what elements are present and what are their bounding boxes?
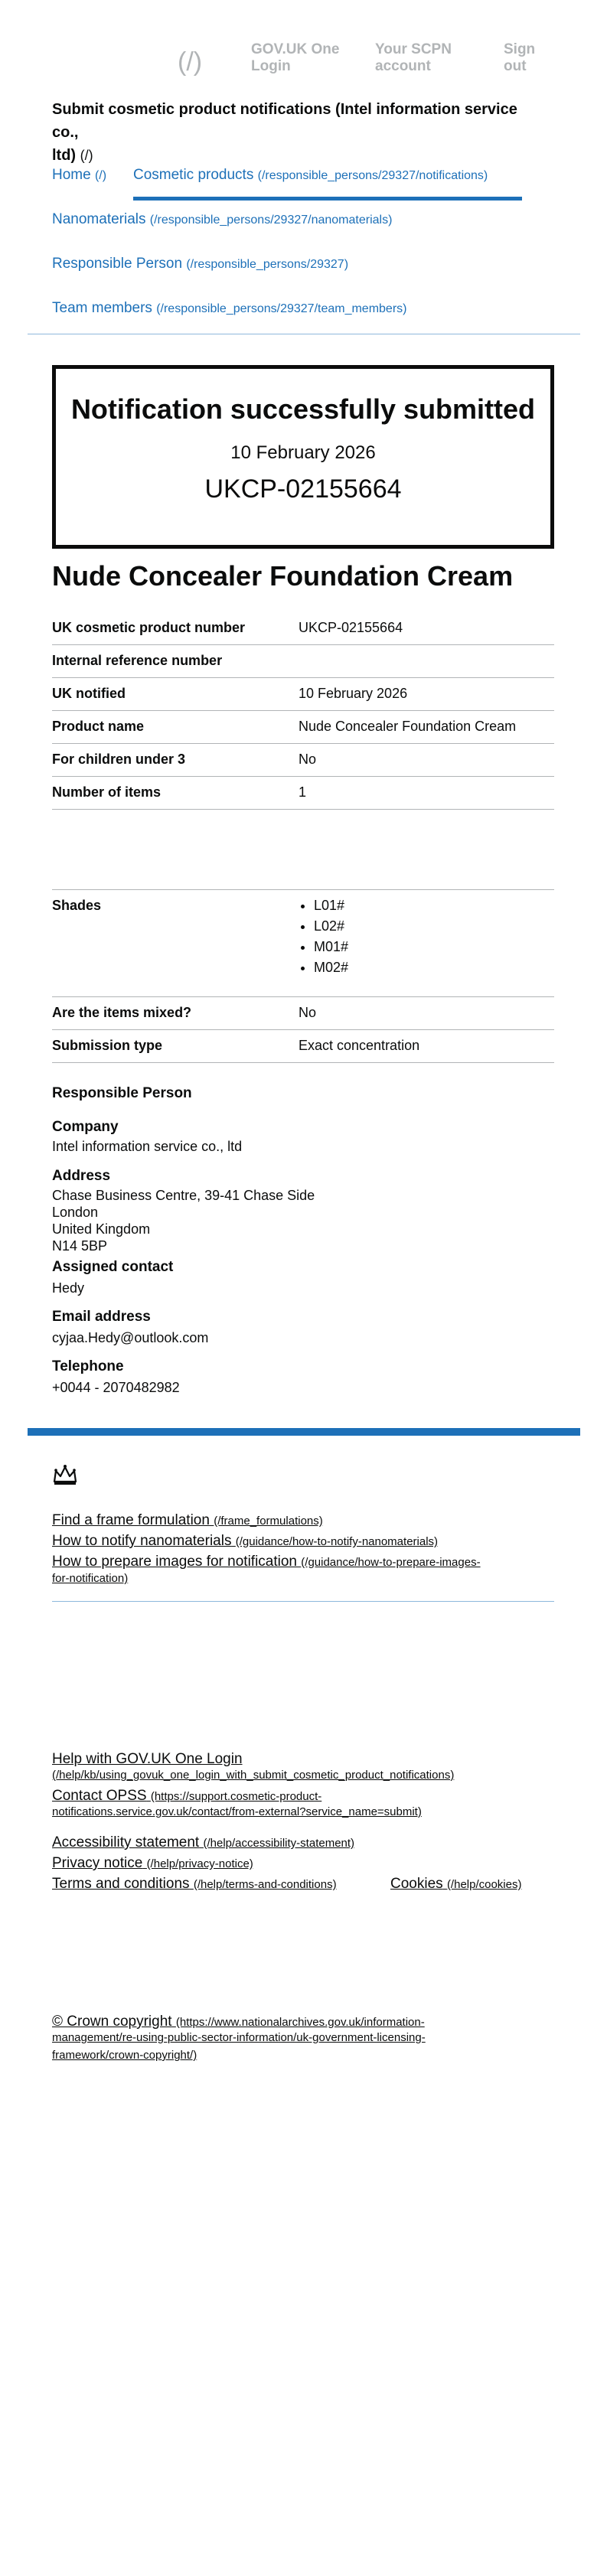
row-divider bbox=[52, 644, 554, 645]
footer-cookies-hint: (/help/cookies) bbox=[446, 1878, 522, 1891]
address-label: Address bbox=[52, 1168, 111, 1184]
row-divider bbox=[52, 889, 554, 890]
footer-link-terms[interactable] bbox=[52, 1876, 337, 1893]
row-key-items-mixed: Are the items mixed? bbox=[52, 1005, 192, 1020]
footer-privacy-hint: (/help/privacy-notice) bbox=[146, 1857, 253, 1870]
row-value-ukcp: UKCP-02155664 bbox=[299, 620, 403, 635]
footer-nano-hint: (/guidance/how-to-notify-nanomaterials) bbox=[235, 1535, 439, 1548]
shade-item: • L02# bbox=[314, 916, 348, 937]
gov-one-login-line2: Login bbox=[251, 58, 291, 74]
nav-item-team-members[interactable] bbox=[52, 300, 406, 317]
row-key-children: For children under 3 bbox=[52, 752, 186, 767]
service-name-line1: Submit cosmetic product notifications (Intel information service co., bbox=[52, 101, 517, 141]
nav-products-hint: (/responsible_persons/29327/notifications) bbox=[257, 169, 488, 182]
sign-out-line2: out bbox=[504, 58, 527, 74]
footer-link-cookies[interactable] bbox=[390, 1876, 521, 1893]
row-divider bbox=[52, 1062, 554, 1063]
row-divider bbox=[52, 809, 554, 810]
service-name-line2: ltd) bbox=[52, 147, 77, 164]
nav-item-home[interactable] bbox=[52, 167, 106, 184]
shade-item: • M01# bbox=[314, 937, 348, 957]
footer-link-contact-opss[interactable] bbox=[52, 1788, 321, 1805]
footer-link-prepare-images[interactable] bbox=[52, 1554, 481, 1570]
address-line: London bbox=[52, 1205, 99, 1220]
nav-active-indicator bbox=[133, 197, 522, 201]
nav-home-hint: (/) bbox=[94, 169, 107, 182]
footer-link-frame-formulation[interactable] bbox=[52, 1512, 323, 1529]
email-label: Email address bbox=[52, 1309, 151, 1325]
footer-help-hint[interactable]: (/help/kb/using_govuk_one_login_with_submit_cosmetic_product_notifications) bbox=[52, 1769, 455, 1782]
footer-access-hint: (/help/accessibility-statement) bbox=[203, 1837, 355, 1850]
sign-out-line1: Sign bbox=[504, 41, 536, 57]
row-key-shades: Shades bbox=[52, 898, 102, 913]
footer-divider bbox=[52, 1601, 554, 1602]
assigned-contact-value: Hedy bbox=[52, 1280, 85, 1296]
nav-item-cosmetic-products[interactable] bbox=[133, 167, 488, 184]
nav-team-label: Team members bbox=[52, 300, 152, 316]
scpn-account-line2: account bbox=[375, 58, 431, 74]
footer-images-hint-continued[interactable]: for-notification) bbox=[52, 1572, 129, 1585]
footer-terms-hint: (/help/terms-and-conditions) bbox=[193, 1878, 337, 1891]
row-value-submission-type: Exact concentration bbox=[299, 1038, 420, 1053]
address-line: United Kingdom bbox=[52, 1221, 151, 1237]
nav-item-nanomaterials[interactable] bbox=[52, 211, 392, 228]
address-value bbox=[52, 1187, 315, 1254]
sign-out-link[interactable] bbox=[504, 41, 535, 75]
shade-item: • L01# bbox=[314, 895, 348, 916]
footer-top-border bbox=[28, 1428, 580, 1436]
row-value-children: No bbox=[299, 752, 317, 767]
shades-list bbox=[299, 895, 348, 978]
footer-frame-hint: (/frame_formulations) bbox=[214, 1515, 323, 1528]
telephone-label: Telephone bbox=[52, 1358, 124, 1374]
gov-one-login-link[interactable] bbox=[251, 41, 339, 75]
footer-images-label: How to prepare images for notification bbox=[52, 1554, 297, 1570]
row-value-product-name: Nude Concealer Foundation Cream bbox=[299, 719, 517, 734]
footer-opss-hint: (https://support.cosmetic-product- bbox=[150, 1790, 322, 1803]
footer-access-label: Accessibility statement bbox=[52, 1834, 200, 1850]
nav-home-label: Home bbox=[52, 167, 91, 183]
row-key-ukcp: UK cosmetic product number bbox=[52, 620, 246, 635]
nav-nano-hint: (/responsible_persons/29327/nanomaterials) bbox=[149, 214, 393, 227]
footer-opss-hint-continued[interactable]: notifications.service.gov.uk/contact/from-external?service_name=submit) bbox=[52, 1805, 422, 1818]
footer-nano-label: How to notify nanomaterials bbox=[52, 1533, 232, 1549]
row-key-internal-ref: Internal reference number bbox=[52, 653, 223, 668]
responsible-person-heading: Responsible Person bbox=[52, 1085, 192, 1101]
footer-privacy-label: Privacy notice bbox=[52, 1855, 143, 1871]
row-key-uk-notified: UK notified bbox=[52, 686, 126, 701]
scpn-account-link[interactable] bbox=[375, 41, 452, 75]
footer-crown-hint-continued[interactable]: management/re-using-public-sector-information/uk-government-licensing- bbox=[52, 2031, 426, 2044]
panel-date: 10 February 2026 bbox=[230, 442, 376, 463]
footer-crown-label: © Crown copyright bbox=[52, 2014, 172, 2030]
footer-link-help-one-login[interactable] bbox=[52, 1751, 243, 1768]
assigned-contact-label: Assigned contact bbox=[52, 1259, 174, 1275]
row-divider bbox=[52, 1029, 554, 1030]
footer-crown-hint-continued[interactable]: framework/crown-copyright/) bbox=[52, 2049, 197, 2062]
footer-cookies-label: Cookies bbox=[390, 1876, 443, 1892]
footer-crown-hint: (https://www.nationalarchives.gov.uk/information- bbox=[175, 2016, 425, 2029]
service-name-hint: (/) bbox=[80, 148, 93, 163]
nav-nano-label: Nanomaterials bbox=[52, 211, 146, 227]
panel-reference: UKCP-02155664 bbox=[204, 474, 402, 504]
row-divider bbox=[52, 677, 554, 678]
nav-item-responsible-person[interactable] bbox=[52, 256, 348, 272]
product-heading: Nude Concealer Foundation Cream bbox=[52, 560, 514, 592]
row-divider bbox=[52, 996, 554, 997]
row-key-number-of-items: Number of items bbox=[52, 784, 162, 800]
footer-opss-label: Contact OPSS bbox=[52, 1788, 147, 1804]
row-value-items-mixed: No bbox=[299, 1005, 317, 1020]
crown-icon bbox=[52, 1463, 78, 1490]
footer-images-hint: (/guidance/how-to-prepare-images- bbox=[301, 1556, 481, 1569]
nav-rp-hint: (/responsible_persons/29327) bbox=[186, 258, 349, 271]
nav-rp-label: Responsible Person bbox=[52, 256, 183, 272]
row-key-submission-type: Submission type bbox=[52, 1038, 163, 1053]
company-label: Company bbox=[52, 1119, 119, 1135]
row-divider bbox=[52, 743, 554, 744]
address-line: Chase Business Centre, 39-41 Chase Side bbox=[52, 1188, 315, 1203]
footer-link-privacy[interactable] bbox=[52, 1855, 253, 1872]
gov-one-login-line1: GOV.UK One bbox=[251, 41, 340, 57]
telephone-value: +0044 - 2070482982 bbox=[52, 1380, 180, 1395]
row-key-product-name: Product name bbox=[52, 719, 145, 734]
nav-team-hint: (/responsible_persons/29327/team_members) bbox=[156, 302, 407, 315]
confirmation-panel bbox=[52, 365, 554, 549]
footer-link-accessibility[interactable] bbox=[52, 1834, 354, 1851]
header-home-link[interactable]: (/) bbox=[178, 47, 203, 77]
footer-terms-label: Terms and conditions bbox=[52, 1876, 190, 1892]
address-line: N14 5BP bbox=[52, 1238, 108, 1254]
scpn-account-line1: Your SCPN bbox=[375, 41, 452, 57]
nav-products-label: Cosmetic products bbox=[133, 167, 254, 183]
footer-frame-label: Find a frame formulation bbox=[52, 1512, 210, 1528]
row-divider bbox=[52, 776, 554, 777]
footer-link-crown-copyright[interactable] bbox=[52, 2014, 425, 2030]
company-value: Intel information service co., ltd bbox=[52, 1139, 243, 1154]
footer-link-nanomaterials[interactable] bbox=[52, 1533, 438, 1550]
service-name-link[interactable] bbox=[52, 98, 542, 167]
shade-item: • M02# bbox=[314, 957, 348, 978]
row-divider bbox=[52, 710, 554, 711]
footer-help-label: Help with GOV.UK One Login bbox=[52, 1751, 243, 1767]
email-value: cyjaa.Hedy@outlook.com bbox=[52, 1330, 209, 1345]
panel-title: Notification successfully submitted bbox=[70, 393, 536, 425]
row-value-number-of-items: 1 bbox=[299, 784, 307, 800]
row-value-uk-notified: 10 February 2026 bbox=[299, 686, 408, 701]
